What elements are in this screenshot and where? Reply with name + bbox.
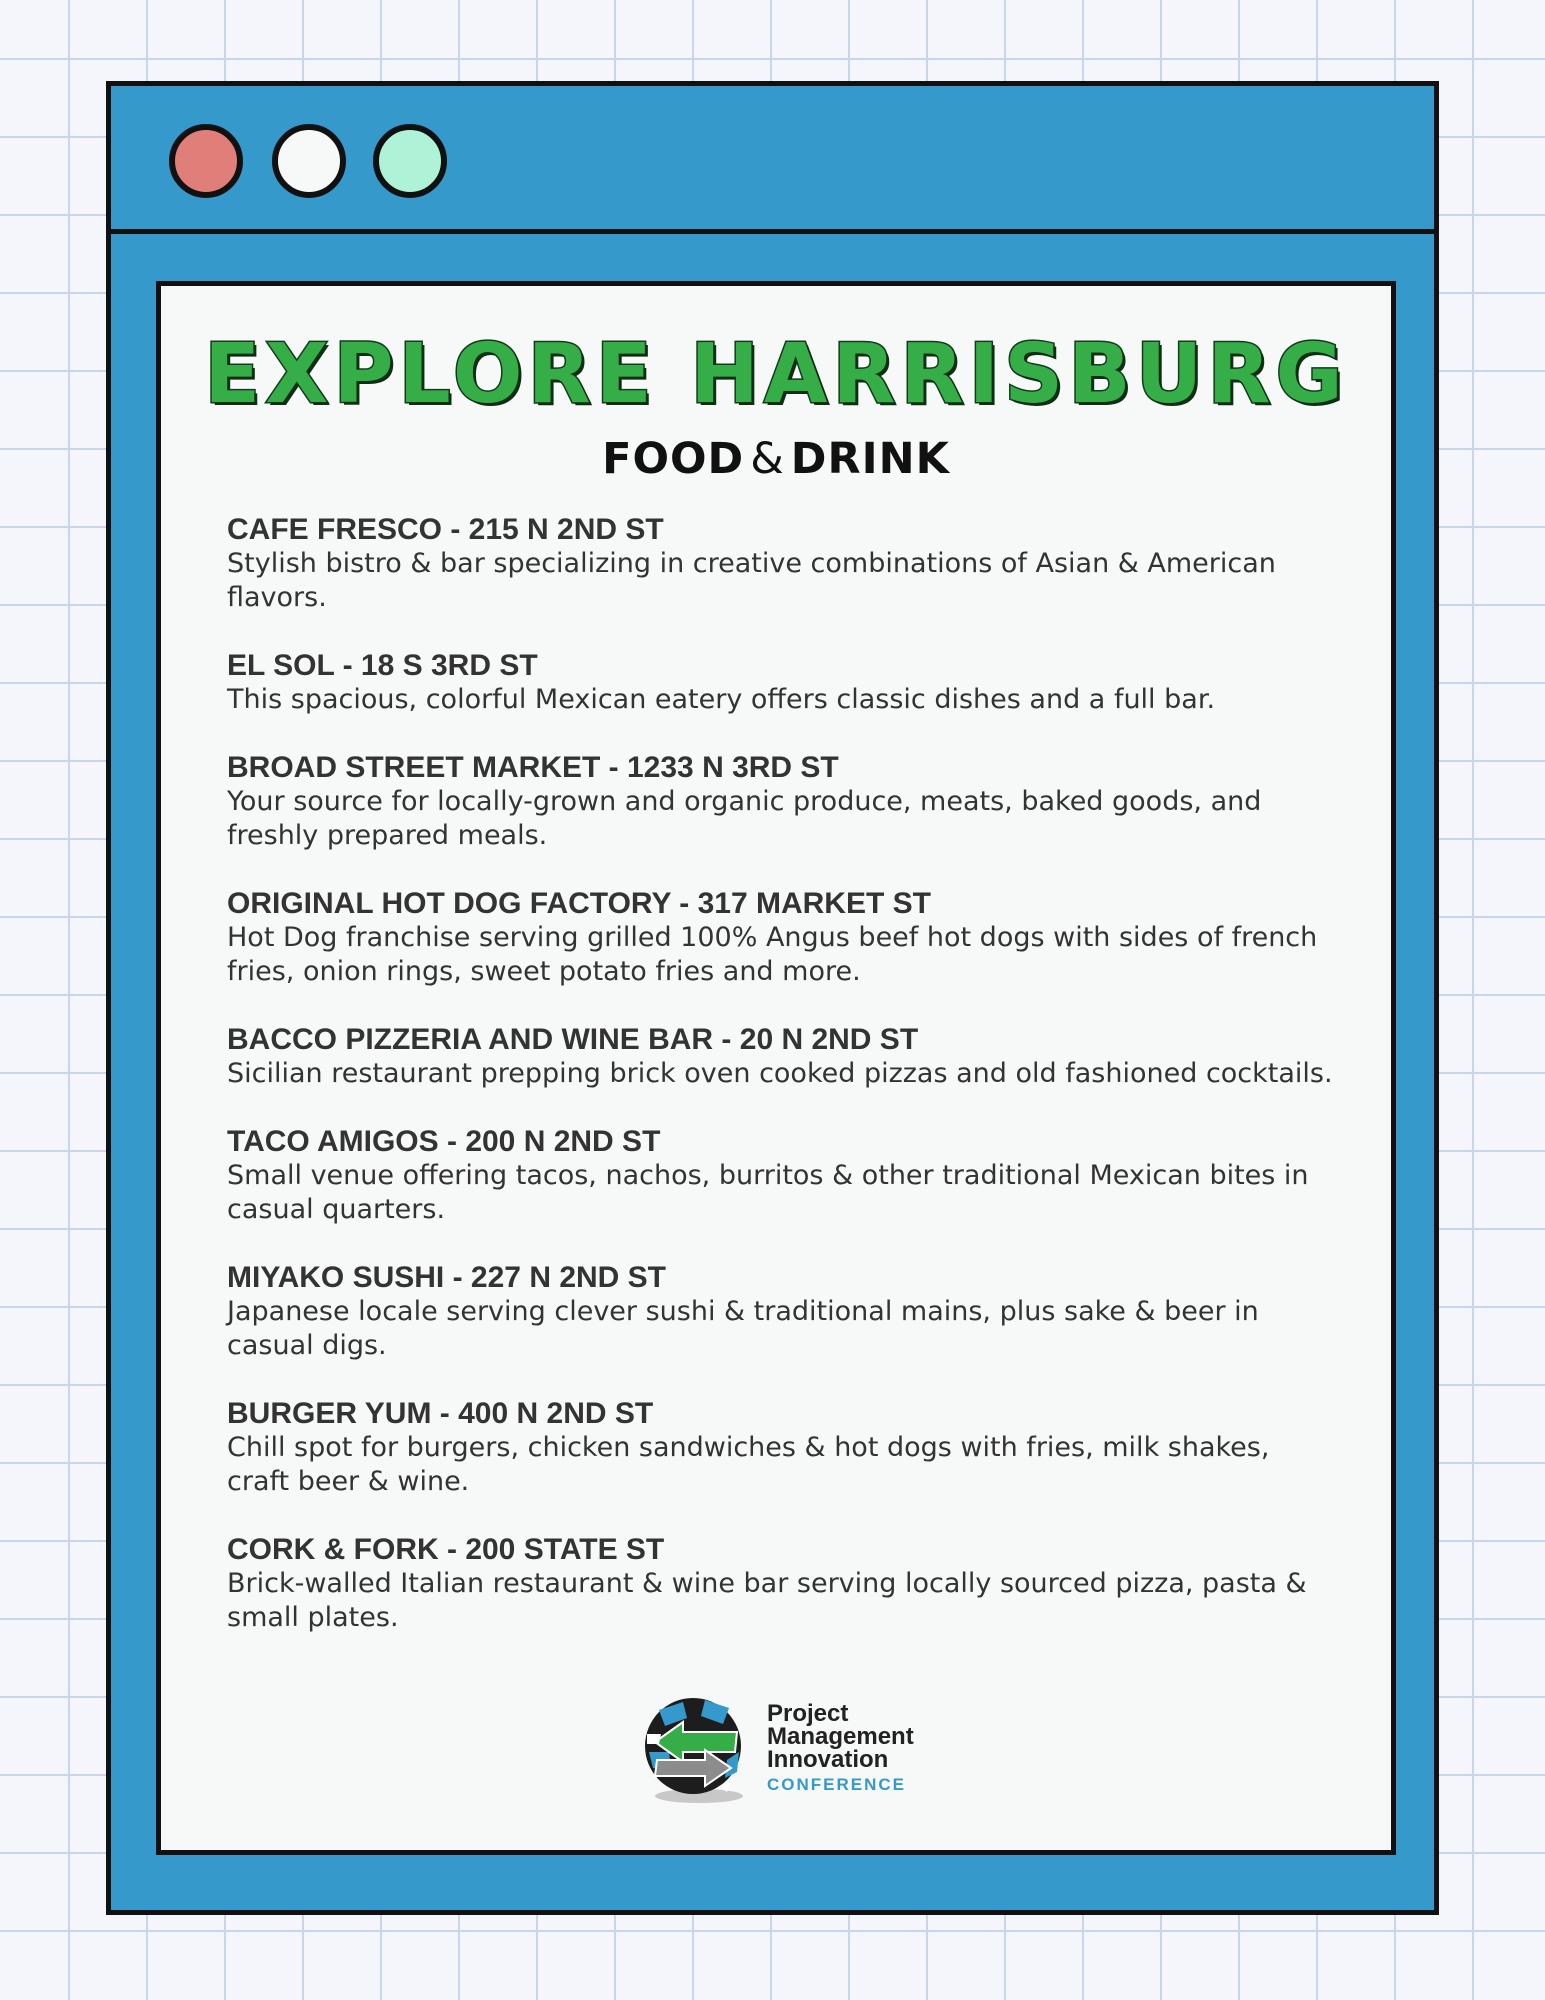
list-item xyxy=(227,513,1337,615)
list-item xyxy=(227,1023,1337,1091)
restaurant-description: This spacious, colorful Mexican eatery offers classic dishes and a full bar. xyxy=(227,684,1216,715)
logo-text xyxy=(767,1702,914,1796)
logo-line-project: Project xyxy=(767,1700,849,1727)
restaurant-name: CORK & FORK - 200 STATE ST xyxy=(227,1533,665,1566)
window-titlebar xyxy=(111,86,1434,234)
restaurant-name: CAFE FRESCO - 215 N 2ND ST xyxy=(227,513,664,546)
restaurant-description: Chill spot for burgers, chicken sandwiches & hot dogs with fries, milk shakes, craft beer & wine. xyxy=(227,1432,1270,1497)
restaurant-name: ORIGINAL HOT DOG FACTORY - 317 MARKET ST xyxy=(227,887,931,920)
restaurant-description: Stylish bistro & bar specializing in creative combinations of Asian & American flavors. xyxy=(227,548,1276,613)
restaurant-description: Small venue offering tacos, nachos, burritos & other traditional Mexican bites in casual quarters. xyxy=(227,1160,1309,1225)
app-window xyxy=(106,81,1439,1915)
maximize-window-button[interactable] xyxy=(373,124,447,198)
conference-logo xyxy=(635,1694,935,1806)
page-title: EXPLORE HARRISBURG xyxy=(204,327,1348,422)
restaurant-description: Hot Dog franchise serving grilled 100% Angus beef hot dogs with sides of french fries, onion rings, sweet potato fries and more. xyxy=(227,922,1318,987)
subtitle-ampersand: & xyxy=(750,434,785,484)
list-item xyxy=(227,1125,1337,1227)
close-window-button[interactable] xyxy=(169,124,243,198)
restaurant-name: BURGER YUM - 400 N 2ND ST xyxy=(227,1397,654,1430)
logo-line-management: Management xyxy=(767,1723,914,1750)
restaurant-description: Brick-walled Italian restaurant & wine bar serving locally sourced pizza, pasta & small plates. xyxy=(227,1568,1307,1633)
restaurant-name: MIYAKO SUSHI - 227 N 2ND ST xyxy=(227,1261,666,1294)
content-panel xyxy=(156,281,1396,1855)
restaurant-name: TACO AMIGOS - 200 N 2ND ST xyxy=(227,1125,661,1158)
restaurant-description: Your source for locally-grown and organic produce, meats, baked goods, and freshly prepared meals. xyxy=(227,786,1262,851)
restaurant-name: EL SOL - 18 S 3RD ST xyxy=(227,649,538,682)
list-item xyxy=(227,1533,1337,1635)
subtitle-food: FOOD xyxy=(602,434,745,484)
restaurant-description: Sicilian restaurant prepping brick oven cooked pizzas and old fashioned cocktails. xyxy=(227,1058,1333,1089)
list-item xyxy=(227,887,1337,989)
list-item xyxy=(227,649,1337,717)
list-item xyxy=(227,1397,1337,1499)
list-item xyxy=(227,751,1337,853)
globe-arrows-icon xyxy=(635,1694,757,1806)
logo-line-innovation: Innovation xyxy=(767,1746,889,1773)
minimize-window-button[interactable] xyxy=(272,124,346,198)
subtitle-drink: DRINK xyxy=(790,434,950,484)
restaurant-list xyxy=(227,513,1337,1669)
logo-line-conference: CONFERENCE xyxy=(767,1775,907,1794)
restaurant-name: BROAD STREET MARKET - 1233 N 3RD ST xyxy=(227,751,839,784)
restaurant-description: Japanese locale serving clever sushi & traditional mains, plus sake & beer in casual digs. xyxy=(227,1296,1259,1361)
restaurant-name: BACCO PIZZERIA AND WINE BAR - 20 N 2ND ST xyxy=(227,1023,919,1056)
list-item xyxy=(227,1261,1337,1363)
page-subtitle xyxy=(161,434,1391,484)
